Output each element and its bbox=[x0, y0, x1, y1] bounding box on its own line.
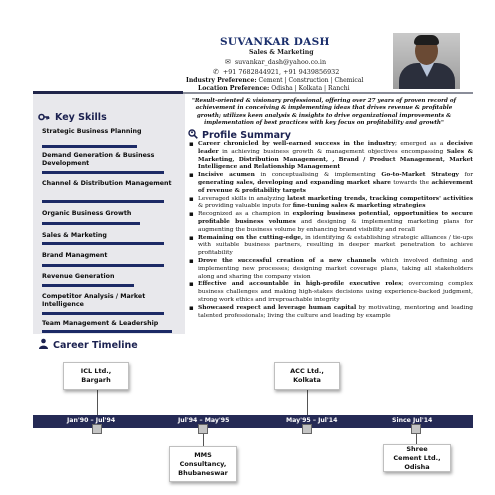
phone-row bbox=[213, 68, 339, 76]
key-skills-heading bbox=[38, 111, 107, 123]
location-label: Location Preference: bbox=[198, 85, 270, 92]
timeline-marker bbox=[411, 424, 421, 434]
timeline-period: May'95 – Jul'14 bbox=[286, 417, 338, 424]
skill-item: Sales & Marketing bbox=[42, 232, 107, 239]
skill-bar bbox=[42, 312, 164, 315]
skill-bar bbox=[42, 242, 164, 245]
career-timeline-heading bbox=[38, 338, 138, 352]
candidate-name: SUVANKAR DASH bbox=[220, 36, 330, 48]
skill-item: Competitor Analysis / Market Intelligence bbox=[42, 293, 146, 308]
profile-photo bbox=[393, 33, 460, 89]
timeline-marker bbox=[198, 424, 208, 434]
career-timeline-title: Career Timeline bbox=[53, 339, 138, 351]
company-name: ICL Ltd., Bargarh bbox=[80, 367, 112, 384]
skill-bar bbox=[42, 171, 164, 174]
profile-summary-item: ▪ Showcased respect and leverage human capital by motivating, mentoring and leading talented professionals; living the culture and leading by example bbox=[189, 305, 473, 321]
company-name: MMS Consultancy, Bhubaneswar bbox=[178, 450, 228, 477]
header-divider-grey bbox=[183, 92, 473, 94]
timeline-period: Jul'94 – May'95 bbox=[178, 417, 230, 424]
profile-summary-item: ▪ Remaining on the cutting-edge, in identifying & establishing strategic alliances / tie-ups with suitable business partners, resulting in deeper market penetration to achieve profitability bbox=[189, 235, 473, 258]
skill-item: Team Management & Leadership bbox=[42, 320, 159, 327]
skill-item: Revenue Generation bbox=[42, 273, 115, 280]
profile-summary-item: ▪ Incisive acumen in conceptualising & implementing Go-to-Market Strategy for generating sales, developing and expanding market share towards the achievement of revenue & profitability targets bbox=[189, 172, 473, 195]
skill-bar bbox=[42, 330, 172, 333]
timeline-marker bbox=[92, 424, 102, 434]
skill-item: Brand Managment bbox=[42, 252, 108, 259]
company-card-shree bbox=[383, 444, 451, 472]
profile-summary-item: ▪ Career chronicled by well-earned success in the industry; emerged as a decisive leader in achieving business growth & management objectives encompassing Sales & Marketing, Distribution Management, , Brand / Product Management, Market Intelligence and Relationship Management bbox=[189, 141, 473, 172]
company-name: Shree Cement Ltd., Odisha bbox=[393, 444, 441, 471]
skill-bar bbox=[42, 264, 164, 267]
candidate-role: Sales & Marketing bbox=[249, 49, 314, 56]
company-card-mms bbox=[169, 446, 237, 482]
industry-label: Industry Preference: bbox=[186, 77, 257, 84]
company-name: ACC Ltd., Kolkata bbox=[290, 367, 324, 384]
profile-summary-item: ▪ Effective and accountable in high-profile executive roles; overcoming complex business challenges and making high-stakes decisions using experience-backed judgment, strong work ethics and irreproachable integrity bbox=[189, 281, 473, 304]
profile-summary-title: Profile Summary bbox=[202, 130, 291, 141]
timeline-marker bbox=[302, 424, 312, 434]
skill-item: Demand Generation & Business Development bbox=[42, 152, 155, 167]
timeline-period: Jan'90 – Jul'94 bbox=[67, 417, 116, 424]
profile-summary-item: ▪ Recognized as a champion in exploring business potential, opportunities to secure profitable business volumes and designing & implementing marketing plans for augmenting the business volume by enhancing brand visibility and recall bbox=[189, 211, 473, 234]
key-icon bbox=[38, 111, 50, 123]
email-text[interactable]: suvankar_dash@yahoo.co.in bbox=[234, 58, 327, 66]
phone-text: +91 7682844921, +91 9439856932 bbox=[222, 68, 340, 76]
timeline-period: Since Jul'14 bbox=[392, 417, 433, 424]
skill-item: Strategic Business Planning bbox=[42, 128, 142, 135]
skill-bar bbox=[42, 145, 137, 148]
professional-summary-quote: "Result-oriented & visionary professional, offering over 27 years of proven record of achievement in conceiving & implementing ideas that drives revenue & profitable growth; utilizes keen analysis & insights to drive organizational improvements & implementation of best practices with key focus on profitability and growth" bbox=[191, 98, 457, 126]
person-icon bbox=[38, 338, 49, 352]
skill-bar bbox=[42, 222, 140, 225]
skill-item: Channel & Distribution Management bbox=[42, 180, 172, 187]
skill-item: Organic Business Growth bbox=[42, 210, 132, 217]
location-preference bbox=[198, 85, 350, 92]
company-card-icl bbox=[63, 362, 129, 390]
timeline-connector bbox=[97, 388, 98, 415]
location-value: Odisha | Kolkata | Ranchi bbox=[269, 85, 350, 92]
profile-summary-item: ▪ Leveraged skills in analyzing latest marketing trends, tracking competitors' activities & providing valuable inputs for fine-tuning sales & marketing strategies bbox=[189, 196, 473, 212]
phone-icon: ✆ bbox=[213, 68, 219, 76]
industry-value: Cement | Construction | Chemical bbox=[256, 77, 364, 84]
skill-bar bbox=[42, 200, 164, 203]
key-skills-title: Key Skills bbox=[55, 111, 107, 123]
envelope-icon: ✉ bbox=[225, 58, 231, 66]
email-row bbox=[225, 58, 326, 66]
company-card-acc bbox=[274, 362, 340, 390]
industry-preference bbox=[186, 77, 363, 84]
timeline-connector bbox=[307, 388, 308, 415]
profile-summary-item: ▪ Drove the successful creation of a new channels which involved defining and implementing new processes; designing market coverage plans, taking all stakeholders along and sharing the company vision bbox=[189, 258, 473, 281]
skill-bar bbox=[42, 284, 134, 287]
profile-summary-list bbox=[189, 141, 473, 320]
